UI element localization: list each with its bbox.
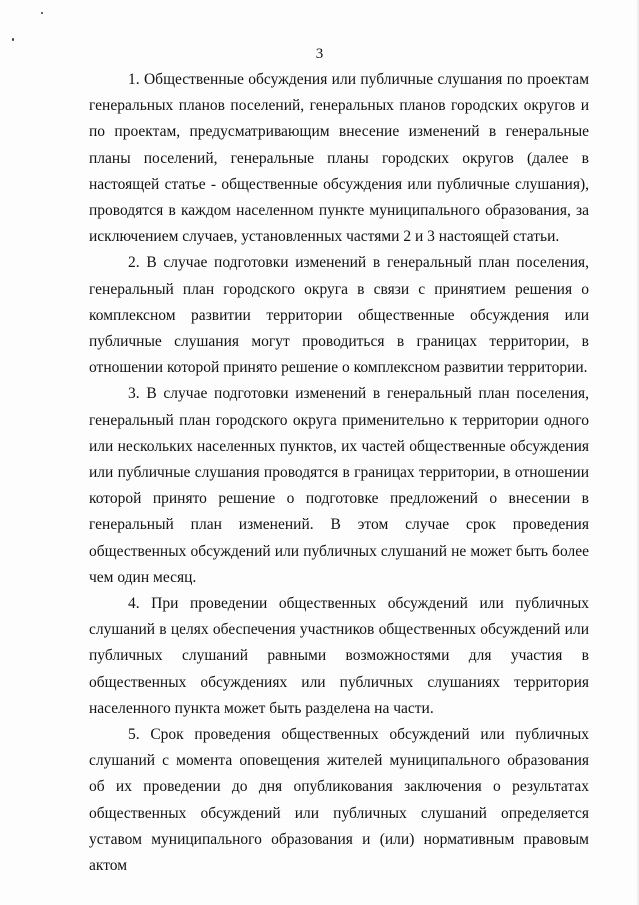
scan-speck — [41, 12, 43, 14]
document-body — [89, 67, 589, 879]
paragraph-5: 5. Срок проведения общественных обсуждений или публичных слушаний с момента оповещения жителей муниципального образования об их проведении до дня опубликования заключения о результатах общественных обсуждений или публичных слушаний определяется уставом муниципального образования и (или) нормативным правовым актом — [89, 726, 589, 875]
page-number: 3 — [315, 46, 324, 62]
scan-speck — [12, 38, 14, 41]
paragraph-2: 2. В случае подготовки изменений в генеральный план поселения, генеральный план городского округа в связи с принятием решения о комплексном развитии территории общественные обсуждения или публичные слушания могут проводиться в границах территории, в отношении которой принято решение о комплексном развитии территории. — [89, 254, 589, 377]
paragraph-1: 1. Общественные обсуждения или публичные слушания по проектам генеральных планов поселений, генеральных планов городских округов и по проектам, предусматривающим внесение изменений в генеральные планы поселений, генеральные планы городских округов (далее в настоящей статье - общественные обсуждения или публичные слушания), проводятся в каждом населенном пункте муниципального образования, за исключением случаев, установленных частями 2 и 3 настоящей статьи. — [89, 71, 589, 246]
paragraph-4: 4. При проведении общественных обсуждений или публичных слушаний в целях обеспечения участников общественных обсуждений или публичных слушаний равными возможностями для участия в общественных обсуждениях или публичных слушаниях территория населенного пункта может быть разделена на части. — [89, 595, 589, 717]
paragraph-3: 3. В случае подготовки изменений в генеральный план поселения, генеральный план городского округа применительно к территории одного или нескольких населенных пунктов, их частей общественные обсуждения или публичные слушания проводятся в границах территории, в отношении которой принято решение о подготовке предложений о внесении в генеральный план изменений. В этом случае срок проведения общественных обсуждений или публичных слушаний не может быть более чем один месяц. — [89, 385, 589, 586]
